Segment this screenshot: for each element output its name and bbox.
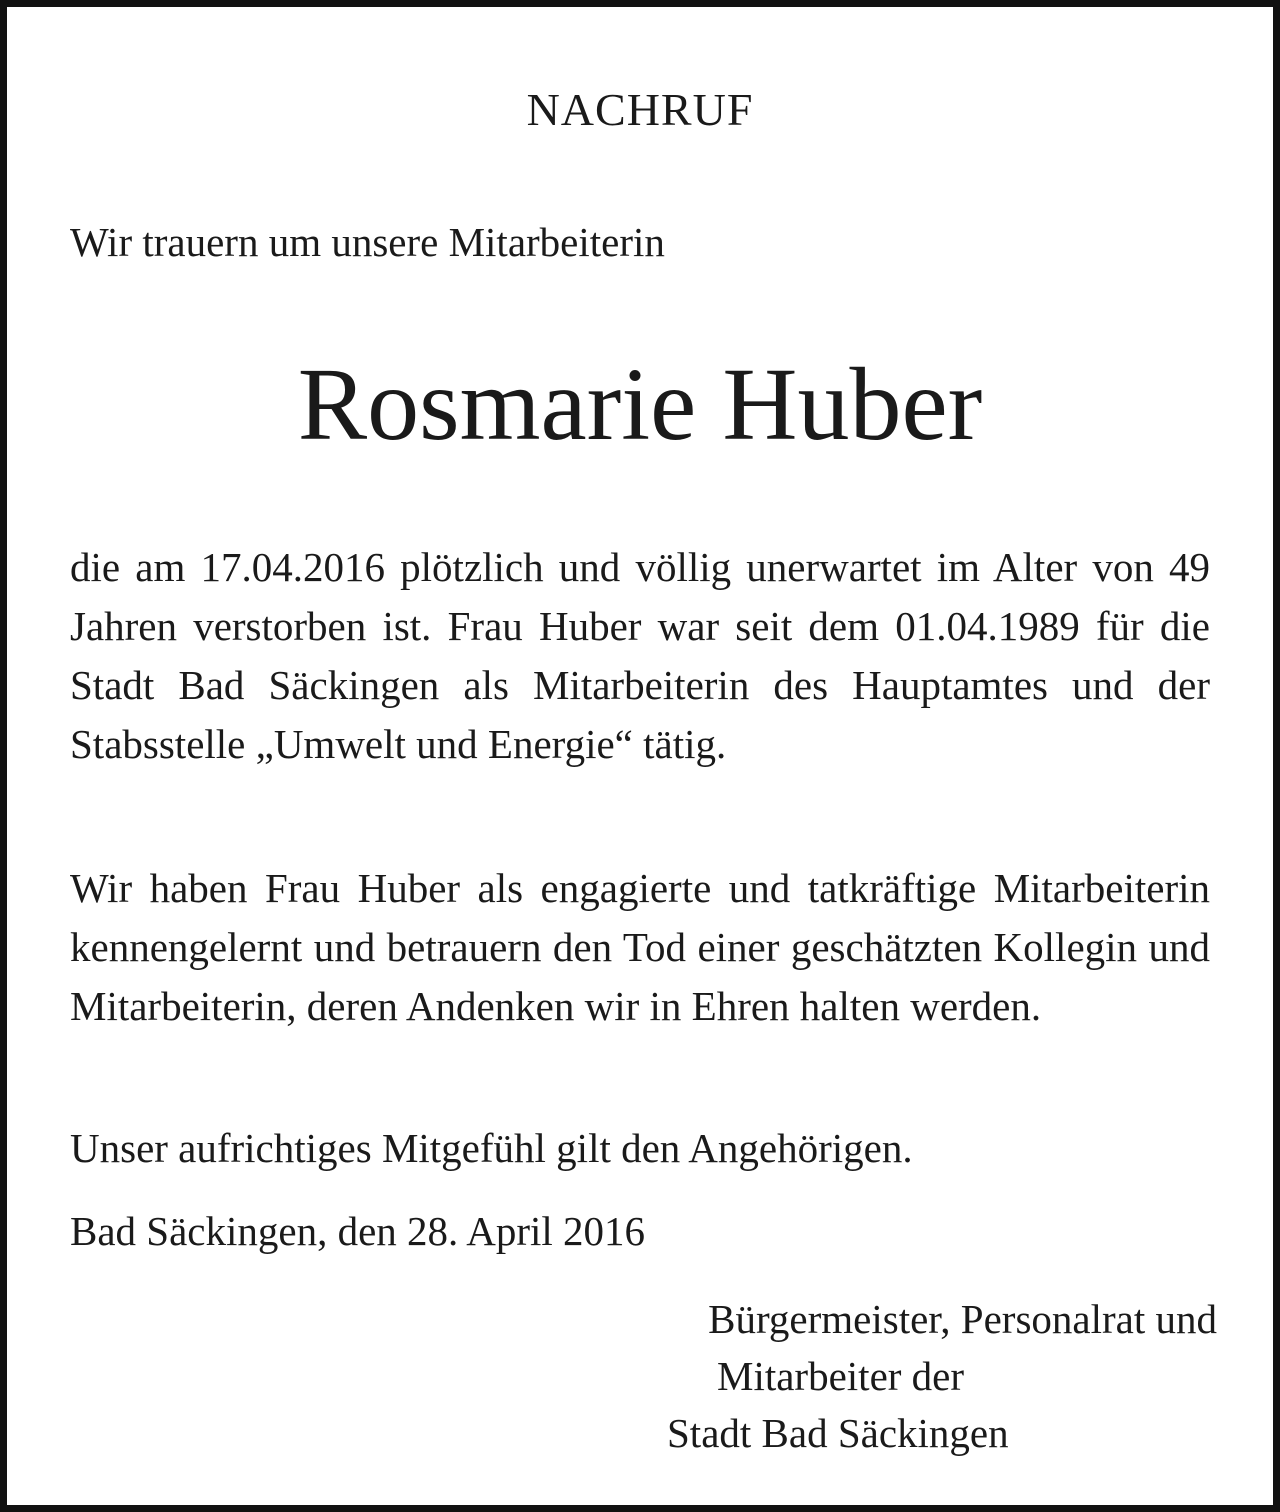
intro-line: Wir trauern um unsere Mitarbeiterin — [70, 219, 665, 265]
deceased-name: Rosmarie Huber — [297, 347, 983, 462]
place-and-date: Bad Säckingen, den 28. April 2016 — [70, 1208, 646, 1254]
biography-paragraph: die am 17.04.2016 plötzlich und völlig unerwartet im Alter von 49 Jahren verstorben ist. Frau Huber war seit dem 01.04.1989 für die Stadt Bad Säckingen als Mitarbeiterin des Hauptamtes und der Stabsstelle „Umwelt und Energie“ tätig. — [70, 544, 1210, 767]
signature-block — [487, 1291, 1280, 1462]
condolence-paragraph: Unser aufrichtiges Mitgefühl gilt den Angehörigen. — [70, 1125, 913, 1171]
signature-line-1: Bürgermeister, Personalrat und — [708, 1296, 1217, 1342]
signature-line-2: Mitarbeiter der — [717, 1353, 965, 1399]
signature-line-3: Stadt Bad Säckingen — [667, 1410, 1009, 1456]
notice-heading: NACHRUF — [526, 84, 754, 135]
tribute-paragraph: Wir haben Frau Huber als engagierte und tatkräftige Mitarbeiterin kennengelernt und betrauern den Tod einer geschätzten Kollegin und Mitarbeiterin, deren Andenken wir in Ehren halten werden. — [70, 865, 1210, 1029]
